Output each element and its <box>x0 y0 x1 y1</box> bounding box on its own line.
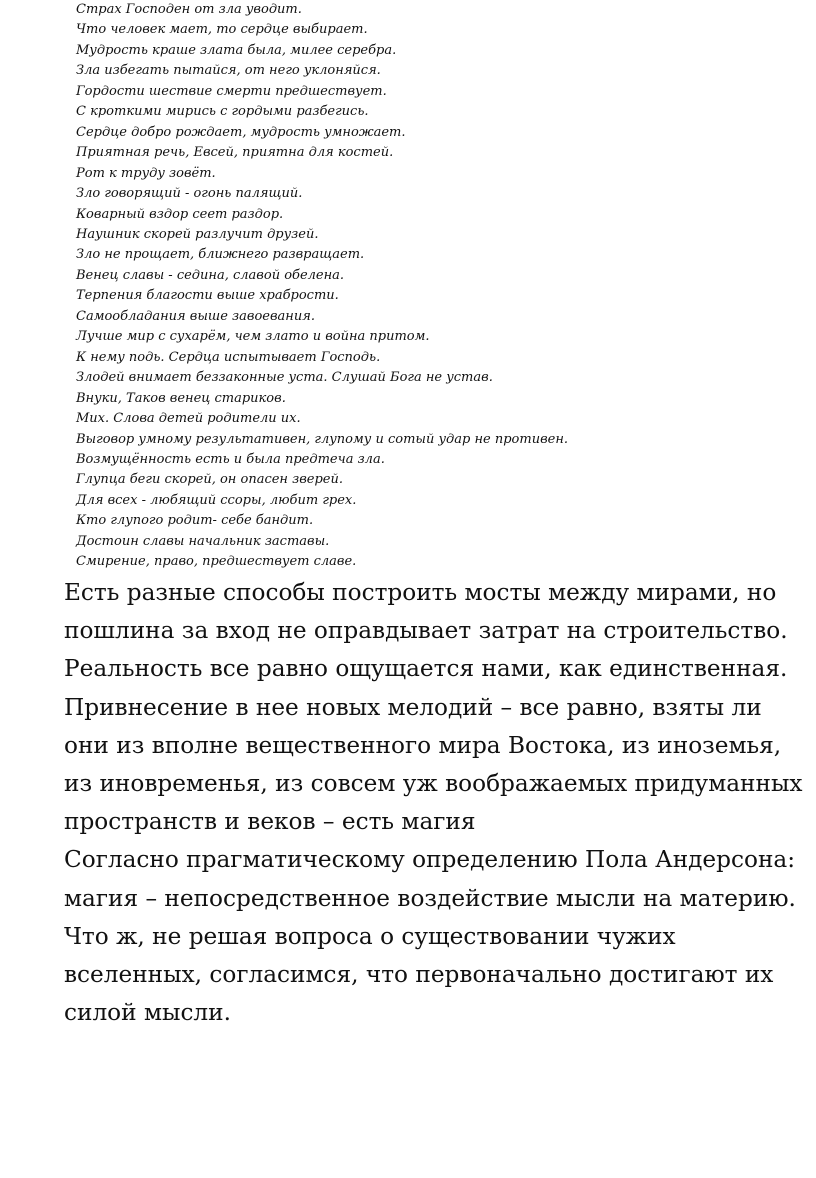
poem-line: Мудрость краше злата была, милее серебра. <box>76 42 397 58</box>
prose-paragraph: Есть разные способы построить мосты между мирами, но пошлина за вход не оправдывает затрат на строительство. <box>64 579 788 645</box>
poem-line: Злодей внимает беззаконные уста. Слушай Бога не устав. <box>76 370 493 386</box>
poem-line: Сердце добро рождает, мудрость умножает. <box>76 124 406 140</box>
poem-line: Страх Господен от зла уводит. <box>76 2 302 17</box>
poem-line: Коварный вздор сеет раздор. <box>76 206 284 222</box>
poem-line: Наушник скорей разлучит друзей. <box>76 226 319 242</box>
poem-line: Достоин славы начальник заставы. <box>76 533 330 549</box>
poem-line: Возмущённость есть и была предтеча зла. <box>76 451 385 467</box>
poem-line: Зло не прощает, ближнего развращает. <box>76 247 365 263</box>
poem-line: С кроткими мирись с гордыми разбегись. <box>76 104 369 120</box>
poem-line: Терпения благости выше храбрости. <box>76 288 339 304</box>
poem-line: Что человек мает, то сердце выбирает. <box>76 22 368 38</box>
prose-paragraph: Согласно прагматическому определению Пола Андерсона: магия – непосредственное воздействие мысли на материю. <box>64 846 796 912</box>
prose-body <box>64 574 809 1032</box>
poem-line: Лучше мир с сухарём, чем злато и война притом. <box>76 329 430 345</box>
poem-line: Рот к труду зовёт. <box>76 165 216 181</box>
poem-lines <box>76 0 568 573</box>
poem-line: Гордости шествие смерти предшествует. <box>76 83 387 99</box>
poem-line: Мих. Слова детей родители их. <box>76 411 301 427</box>
poem-line: Глупца беги скорей, он опасен зверей. <box>76 472 343 488</box>
poem-line: Для всех - любящий ссоры, любит грех. <box>76 492 357 508</box>
poem-line: Зло говорящий - огонь палящий. <box>76 186 303 202</box>
prose-paragraph: Привнесение в нее новых мелодий – все равно, взяты ли они из вполне вещественного мира Востока, из иноземья, из иновременья, из совсем уж воображаемых придуманных пространств и веков – есть магия <box>64 693 803 836</box>
poem-line: Самообладания выше завоевания. <box>76 308 315 324</box>
poem-line: Приятная речь, Евсей, приятна для костей. <box>76 145 394 161</box>
poem-line: Венец славы - седина, славой обелена. <box>76 267 345 283</box>
poem-line: Зла избегать пытайся, от него уклоняйся. <box>76 63 381 79</box>
poem-line: Внуки, Таков венец стариков. <box>76 390 286 406</box>
poem-line: К нему подь. Сердца испытывает Господь. <box>76 349 381 365</box>
poem-line: Кто глупого родит- себе бандит. <box>76 513 314 529</box>
prose-paragraph: Что ж, не решая вопроса о существовании чужих вселенных, согласимся, что первоначально достигают их силой мысли. <box>64 922 774 1027</box>
prose-paragraph: Реальность все равно ощущается нами, как единственная. <box>64 655 788 683</box>
poem-line: Выговор умному результативен, глупому и сотый удар не противен. <box>76 431 569 447</box>
poem-line: Смирение, право, предшествует славе. <box>76 554 357 570</box>
